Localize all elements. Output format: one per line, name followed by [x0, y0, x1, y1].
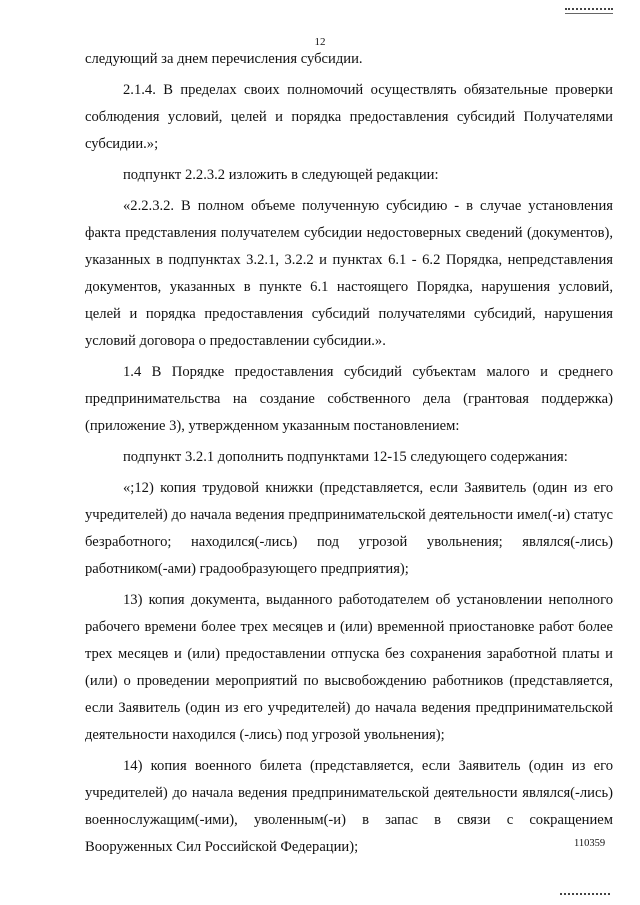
- paragraph: 13) копия документа, выданного работодателем об установлении неполного рабочего времени более трех месяцев и (или) временной приостановке работ более трех месяцев и (или) предоставлении отпуска без сохранения заработной платы и (или) о проведении мероприятий по высвобождению работников (представляется, если Заявитель (один из его учредителей) до начала ведения предпринимательской деятельности находился (-лись) под угрозой увольнения);: [85, 592, 613, 743]
- paragraph: подпункт 3.2.1 дополнить подпунктами 12-15 следующего содержания:: [123, 449, 568, 465]
- paragraph: подпункт 2.2.3.2 изложить в следующей редакции:: [123, 167, 439, 183]
- paragraph: 14) копия военного билета (представляется, если Заявитель (один из его учредителей) до начала ведения предпринимательской деятельности являлся(-лись) военнослужащим(-ими), уволенным(-и) в запас в связи с сокращением Вооруженных Сил Российской Федерации);: [85, 758, 613, 855]
- paragraph: «;12) копия трудовой книжки (представляется, если Заявитель (один из его учредителей) до начала ведения предпринимательской деятельности имел(-и) статус безработного; находился(-лись) под угрозой увольнения; являлся(-лись) работником(-ами) градообразующего предприятия);: [85, 480, 613, 577]
- paragraph: 1.4 В Порядке предоставления субсидий субъектам малого и среднего предпринимательства на создание собственного дела (грантовая поддержка) (приложение 3), утвержденном указанным постановлением:: [85, 364, 613, 434]
- document-code: 110359: [574, 838, 606, 849]
- scan-bottom-mark: [560, 893, 610, 897]
- paragraph: «2.2.3.2. В полном объеме полученную субсидию - в случае установления факта представления получателем субсидии недостоверных сведений (документов), указанных в подпунктах 3.2.1, 3.2.2 и пунктах 6.1 - 6.2 Порядка, непредставления документов, указанных в пункте 6.1 настоящего Порядка, нарушения условий, целей и порядка предоставления субсидий получателями субсидий, нарушения условий договора о предоставлении субсидии.».: [85, 198, 613, 349]
- document-body: [85, 46, 613, 861]
- paragraph: 2.1.4. В пределах своих полномочий осуществлять обязательные проверки соблюдения условий, целей и порядка предоставления субсидий Получателями субсидии.»;: [85, 82, 613, 152]
- page-number: 12: [314, 36, 326, 48]
- scan-corner-mark: [565, 8, 613, 14]
- paragraph: следующий за днем перечисления субсидии.: [85, 51, 363, 67]
